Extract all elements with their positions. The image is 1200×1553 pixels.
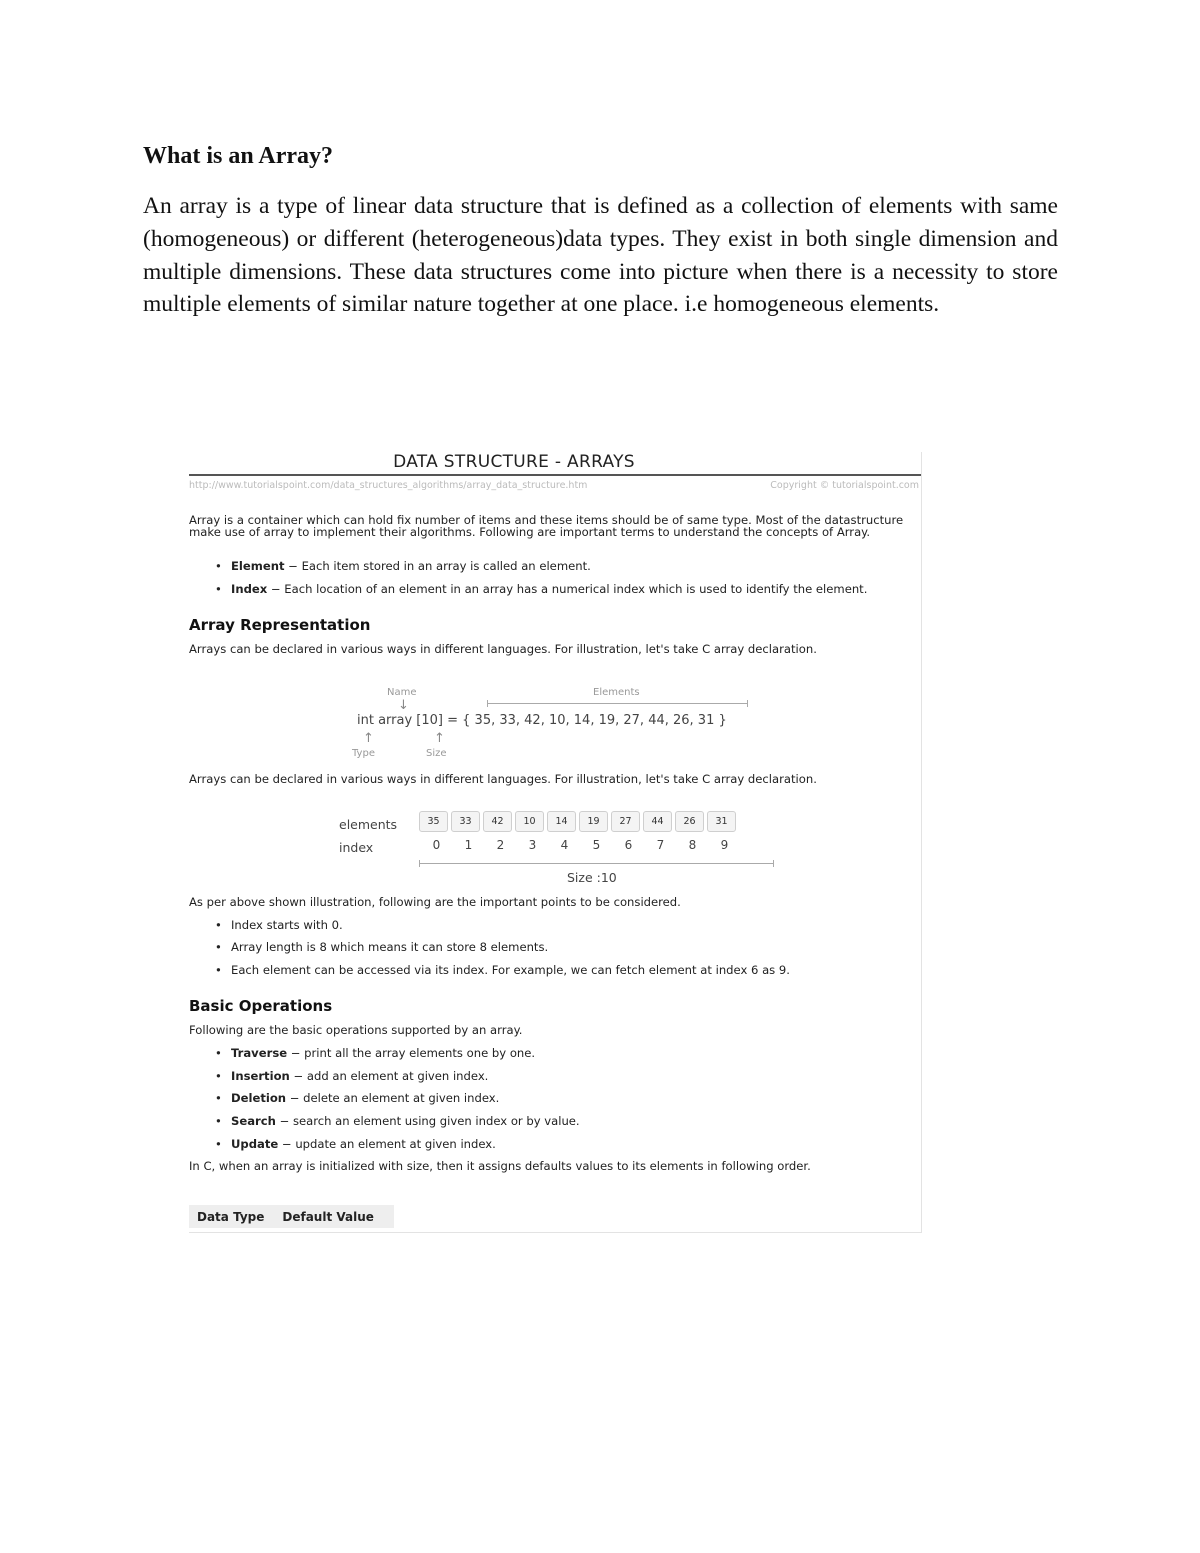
point-text: Index starts with 0. bbox=[231, 918, 343, 932]
span-tick bbox=[487, 700, 488, 707]
section-heading-representation: Array Representation bbox=[189, 616, 371, 634]
operation-desc: − update an element at given index. bbox=[278, 1137, 496, 1151]
size-label: Size :10 bbox=[567, 870, 617, 885]
bullet-icon: • bbox=[215, 1114, 222, 1128]
table-header-cell: Default Value bbox=[282, 1209, 374, 1224]
operation-item-update bbox=[215, 1137, 496, 1151]
figure-title-rule bbox=[189, 474, 921, 476]
figure-title: DATA STRUCTURE - ARRAYS bbox=[393, 452, 635, 472]
decl-code: int array [10] = { 35, 33, 42, 10, 14, 19, 27, 44, 26, 31 } bbox=[357, 713, 727, 728]
index-value: 4 bbox=[560, 838, 569, 852]
figure-url: http://www.tutorialspoint.com/data_structures_algorithms/array_data_structure.htm bbox=[189, 480, 588, 491]
array-cell: 33 bbox=[451, 811, 480, 832]
bullet-icon: • bbox=[215, 559, 222, 573]
index-value: 6 bbox=[624, 838, 633, 852]
array-cell: 26 bbox=[675, 811, 704, 832]
array-cell: 31 bbox=[707, 811, 736, 832]
term-item-element bbox=[215, 559, 911, 573]
index-value: 3 bbox=[528, 838, 537, 852]
operation-item-traverse bbox=[215, 1046, 536, 1060]
array-cell: 14 bbox=[547, 811, 576, 832]
points-intro: As per above shown illustration, following are the important points to be considered. bbox=[189, 895, 681, 909]
array-cell: 42 bbox=[483, 811, 512, 832]
array-cell: 10 bbox=[515, 811, 544, 832]
operation-item-deletion bbox=[215, 1091, 500, 1105]
representation-paragraph-2: Arrays can be declared in various ways in different languages. For illustration, let's take C array declaration. bbox=[189, 772, 817, 786]
index-value: 5 bbox=[592, 838, 601, 852]
bullet-icon: • bbox=[215, 1137, 222, 1151]
span-tick bbox=[773, 860, 774, 867]
index-value: 0 bbox=[432, 838, 441, 852]
decl-name-label: Name bbox=[387, 687, 417, 698]
point-item bbox=[215, 963, 921, 977]
table-header-cell: Data Type bbox=[197, 1209, 265, 1224]
intro-paragraph: An array is a type of linear data structure that is defined as a collection of elements with same (homogeneous) or different (heterogeneous)data types. They exist in both single dimension and multiple dimensions. These data structures come into picture when there is a necessity to store multiple elements of similar nature together at one place. i.e homogeneous elements. bbox=[143, 193, 1058, 318]
operations-intro: Following are the basic operations supported by an array. bbox=[189, 1023, 523, 1037]
operation-label: Search bbox=[231, 1114, 276, 1128]
operation-desc: − add an element at given index. bbox=[289, 1069, 489, 1083]
term-label: Element bbox=[231, 559, 285, 573]
index-value: 2 bbox=[496, 838, 505, 852]
array-cells bbox=[419, 811, 736, 832]
embedded-figure bbox=[189, 452, 922, 1233]
bullet-icon: • bbox=[215, 940, 222, 954]
defaults-paragraph: In C, when an array is initialized with size, then it assigns defaults values to its elements in following order. bbox=[189, 1159, 811, 1173]
index-value: 8 bbox=[688, 838, 697, 852]
size-span-line bbox=[419, 863, 773, 864]
decl-elements-label: Elements bbox=[593, 687, 640, 698]
array-cell: 44 bbox=[643, 811, 672, 832]
section-heading-operations: Basic Operations bbox=[189, 997, 333, 1015]
decl-size-label: Size bbox=[426, 748, 447, 759]
index-value: 9 bbox=[720, 838, 729, 852]
figure-copyright: Copyright © tutorialspoint.com bbox=[770, 480, 919, 491]
page-heading: What is an Array? bbox=[143, 143, 334, 169]
array-cell: 27 bbox=[611, 811, 640, 832]
decl-type-label: Type bbox=[352, 748, 375, 759]
defaults-table-header bbox=[189, 1205, 394, 1228]
term-label: Index bbox=[231, 582, 268, 596]
bullet-icon: • bbox=[215, 1091, 222, 1105]
operation-desc: − search an element using given index or by value. bbox=[275, 1114, 580, 1128]
bullet-icon: • bbox=[215, 1069, 222, 1083]
figure-intro-paragraph: Array is a container which can hold fix number of items and these items should be of same type. Most of the datastructure make use of array to implement their algorithms. Following are important terms to understand the concepts of Array. bbox=[189, 513, 904, 540]
span-tick bbox=[747, 700, 748, 707]
operation-label: Insertion bbox=[231, 1069, 290, 1083]
bullet-icon: • bbox=[215, 918, 222, 932]
index-row-label: index bbox=[339, 840, 374, 855]
point-item bbox=[215, 918, 911, 932]
operation-desc: − delete an element at given index. bbox=[286, 1091, 500, 1105]
operation-item-search bbox=[215, 1114, 580, 1128]
array-cell: 19 bbox=[579, 811, 608, 832]
elements-row-label: elements bbox=[339, 817, 398, 832]
arrow-down-icon: ↓ bbox=[398, 698, 409, 713]
span-tick bbox=[419, 860, 420, 867]
array-cell: 35 bbox=[419, 811, 448, 832]
operation-label: Update bbox=[231, 1137, 279, 1151]
index-value: 1 bbox=[464, 838, 473, 852]
bullet-icon: • bbox=[215, 1046, 222, 1060]
operation-label: Traverse bbox=[231, 1046, 288, 1060]
operation-item-insertion bbox=[215, 1069, 489, 1083]
arrow-up-icon: ↑ bbox=[434, 731, 445, 746]
term-desc: − Each item stored in an array is called an element. bbox=[284, 559, 591, 573]
term-desc: − Each location of an element in an array has a numerical index which is used to identify the element. bbox=[267, 582, 868, 596]
arrow-up-icon: ↑ bbox=[363, 731, 374, 746]
bullet-icon: • bbox=[215, 582, 222, 596]
point-text: Each element can be accessed via its index. For example, we can fetch element at index 6 as 9. bbox=[231, 963, 790, 977]
operation-label: Deletion bbox=[231, 1091, 287, 1105]
representation-paragraph: Arrays can be declared in various ways in different languages. For illustration, let's take C array declaration. bbox=[189, 642, 817, 656]
operation-desc: − print all the array elements one by one. bbox=[287, 1046, 536, 1060]
index-value: 7 bbox=[656, 838, 665, 852]
term-item-index bbox=[215, 582, 891, 596]
index-row bbox=[422, 838, 742, 852]
point-text: Array length is 8 which means it can store 8 elements. bbox=[231, 940, 549, 954]
point-item bbox=[215, 940, 911, 954]
elements-span-line bbox=[487, 703, 747, 704]
bullet-icon: • bbox=[215, 963, 222, 977]
